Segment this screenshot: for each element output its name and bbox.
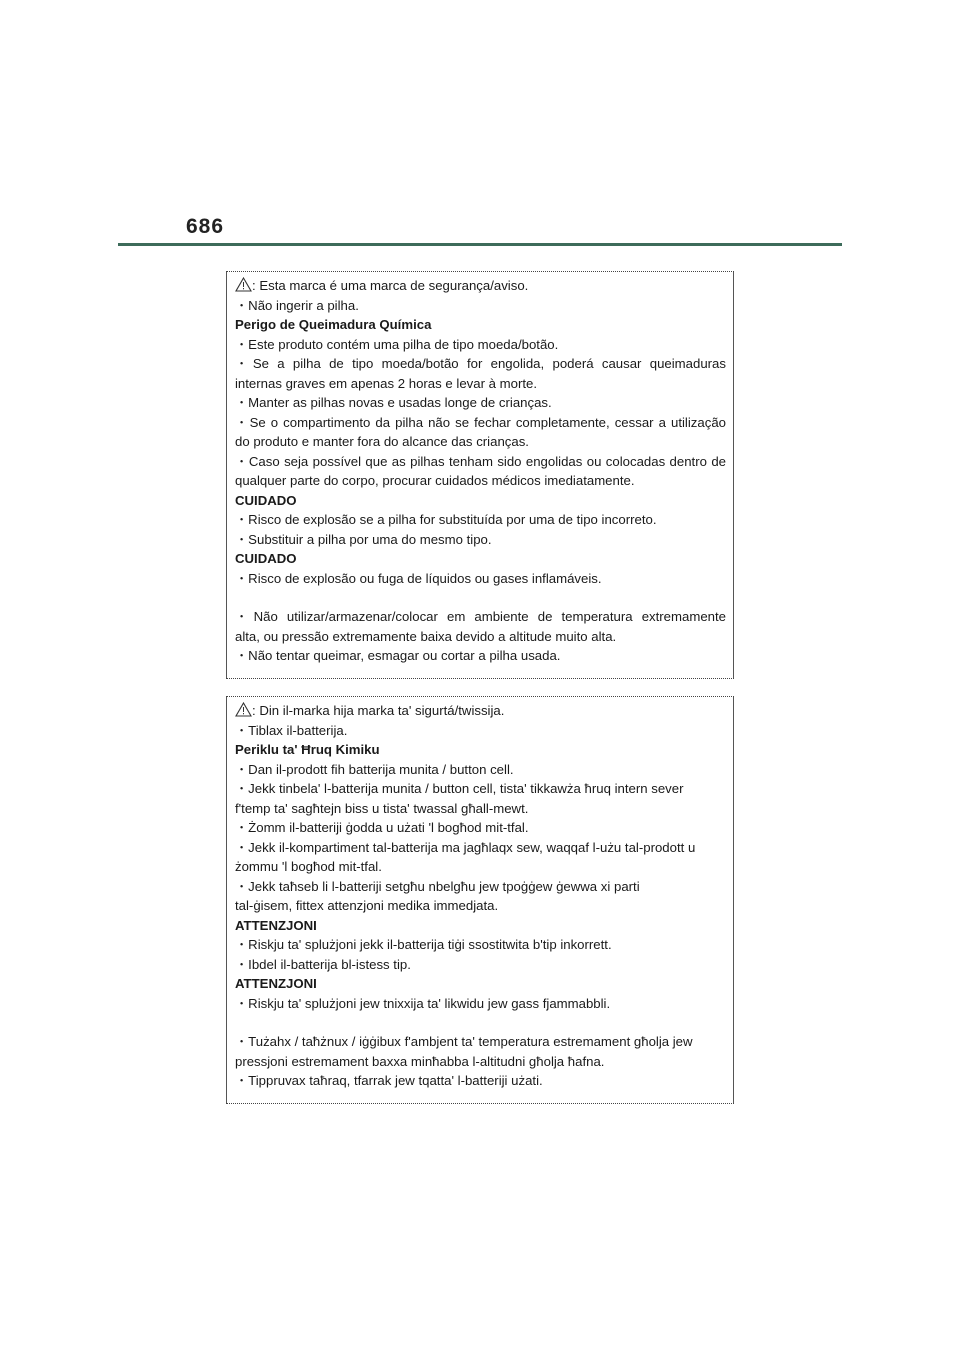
list-item-continuation: qualquer parte do corpo, procurar cuidados médicos imediatamente. [235, 473, 635, 488]
header-rule [118, 243, 842, 246]
list-item: ・Ibdel il-batterija bl-istess tip. [235, 956, 411, 972]
warning-triangle-icon [235, 702, 252, 717]
box-intro-text: : Esta marca é uma marca de segurança/aviso. [252, 278, 529, 293]
list-item-continuation: alta, ou pressão extremamente baixa devido a altitude muito alta. [235, 628, 617, 644]
list-item-continuation: żommu 'l bogħod mit-tfal. [235, 859, 382, 874]
list-item-continuation: f'temp ta' sagħtejn biss u tista' twassal għall-mewt. [235, 800, 529, 816]
box-intro-line [235, 276, 726, 296]
section-heading: ATTENZJONI [235, 976, 317, 991]
section-heading: CUIDADO [235, 551, 297, 566]
warning-box-portuguese [226, 271, 734, 679]
list-item-continuation: tal-ġisem, fittex attenzjoni medika immedjata. [235, 898, 499, 913]
section-heading: Periklu ta' Ħruq Kimiku [235, 742, 380, 757]
list-item: ・Riskju ta' splużjoni jekk il-batterija tiġi ssostitwita b'tip inkorrett. [235, 937, 612, 952]
spacer [235, 588, 726, 607]
list-item: ・Tużahx / taħżnux / iġġibux f'ambjent ta' temperatura estremament għolja jew [235, 1034, 693, 1049]
list-item: ・Jekk tinbela' l-batterija munita / button cell, tista' tikkawża ħruq intern sever [235, 781, 684, 796]
section-heading: ATTENZJONI [235, 917, 317, 933]
list-item-continuation: pressjoni estremament baxxa minħabba l-altitudni għolja ħafna. [235, 1053, 605, 1069]
list-item: ・Manter as pilhas novas e usadas longe de crianças. [235, 395, 552, 410]
list-item: ・Żomm il-batteriji ġodda u użati 'l bogħod mit-tfal. [235, 820, 529, 835]
list-item: ・Risco de explosão ou fuga de líquidos ou gases inflamáveis. [235, 570, 602, 586]
list-item: ・Se a pilha de tipo moeda/botão for engolida, poderá causar queimaduras [235, 356, 726, 371]
list-item: ・Não utilizar/armazenar/colocar em ambiente de temperatura extremamente [235, 609, 726, 624]
list-item-continuation: internas graves em apenas 2 horas e levar à morte. [235, 375, 538, 391]
list-item: ・Tippruvax taħraq, tfarrak jew tqatta' l-batteriji użati. [235, 1073, 543, 1088]
warning-box-maltese [226, 696, 734, 1104]
list-item-continuation: do produto e manter fora do alcance das crianças. [235, 434, 529, 449]
box-intro-line [235, 701, 726, 721]
box-intro-text: : Din il-marka hija marka ta' sigurtá/twissija. [252, 703, 505, 718]
section-heading: CUIDADO [235, 492, 297, 508]
list-item: ・Não tentar queimar, esmagar ou cortar a pilha usada. [235, 648, 561, 663]
warning-triangle-icon [235, 277, 252, 292]
spacer [235, 1013, 726, 1032]
page-number: 686 [186, 215, 225, 238]
list-item: ・Dan il-prodott fih batterija munita / button cell. [235, 761, 514, 777]
list-item: ・Caso seja possível que as pilhas tenham sido engolidas ou colocadas dentro de [235, 453, 726, 469]
list-item: ・Risco de explosão se a pilha for substituída por uma de tipo incorreto. [235, 512, 657, 527]
list-item: ・Jekk taħseb li l-batteriji setgħu nbelgħu jew tpoġġew ġewwa xi parti [235, 878, 640, 894]
list-item: ・Tiblax il-batterija. [235, 722, 348, 738]
list-item: ・Jekk il-kompartiment tal-batterija ma jagħlaqx sew, waqqaf l-użu tal-prodott u [235, 839, 696, 855]
list-item: ・Riskju ta' splużjoni jew tnixxija ta' likwidu jew gass fjammabbli. [235, 995, 611, 1011]
list-item: ・Substituir a pilha por uma do mesmo tipo. [235, 531, 492, 547]
section-heading: Perigo de Queimadura Química [235, 317, 432, 332]
list-item: ・Não ingerir a pilha. [235, 297, 359, 313]
list-item: ・Se o compartimento da pilha não se fechar completamente, cessar a utilização [235, 414, 726, 430]
list-item: ・Este produto contém uma pilha de tipo moeda/botão. [235, 336, 559, 352]
